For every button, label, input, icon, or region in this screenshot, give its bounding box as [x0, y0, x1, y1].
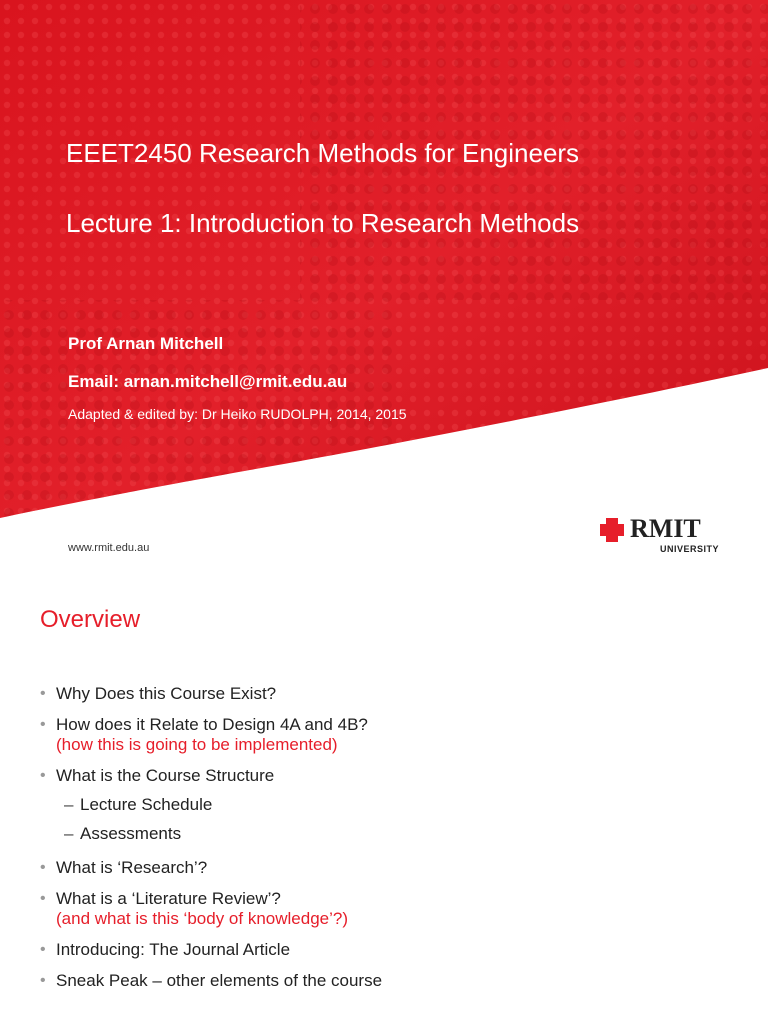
website-url: www.rmit.edu.au [68, 542, 150, 554]
list-item-text: Introducing: The Journal Article [56, 940, 291, 959]
list-item-text: How does it Relate to Design 4A and 4B? [56, 715, 368, 734]
bullet-icon: • [40, 685, 46, 702]
list-item-note: (how this is going to be implemented) [56, 735, 338, 754]
list-item [40, 858, 382, 878]
list-item [40, 889, 382, 929]
list-item-text: Why Does this Course Exist? [56, 684, 277, 703]
bullet-icon: • [40, 941, 46, 958]
list-item-text: What is the Course Structure [56, 766, 275, 785]
rmit-logo [600, 514, 740, 560]
dash-icon: – [64, 824, 74, 843]
author-name: Prof Arnan Mitchell [68, 334, 224, 353]
lecture-title: Lecture 1: Introduction to Research Methods [66, 208, 580, 238]
rmit-logo-subtitle: UNIVERSITY [660, 544, 720, 554]
sub-list-item-text: Assessments [80, 824, 182, 843]
sub-list-item [40, 824, 382, 844]
author-email: Email: arnan.mitchell@rmit.edu.au [68, 372, 348, 391]
sub-list-item [40, 795, 382, 815]
bullet-icon: • [40, 716, 46, 733]
adapted-note: Adapted & edited by: Dr Heiko RUDOLPH, 2014, 2015 [68, 406, 407, 422]
rmit-logo-word: RMIT [630, 514, 701, 543]
bullet-icon: • [40, 890, 46, 907]
overview-list [40, 684, 382, 1002]
sub-list-item-text: Lecture Schedule [80, 795, 213, 814]
bullet-icon: • [40, 859, 46, 876]
rmit-pixel-icon [600, 518, 630, 544]
list-item [40, 971, 382, 991]
list-item [40, 766, 382, 786]
list-item [40, 940, 382, 960]
course-title: EEET2450 Research Methods for Engineers [66, 138, 580, 168]
list-item [40, 684, 382, 704]
list-item-note: (and what is this ‘body of knowledge’?) [56, 909, 348, 928]
list-item-text: What is ‘Research’? [56, 858, 208, 877]
list-item-text: What is a ‘Literature Review’? [56, 889, 281, 908]
bullet-icon: • [40, 972, 46, 989]
list-item [40, 715, 382, 755]
dash-icon: – [64, 795, 74, 814]
bullet-icon: • [40, 767, 46, 784]
list-item-text: Sneak Peak – other elements of the course [56, 971, 383, 990]
overview-slide [0, 576, 768, 1024]
overview-title: Overview [40, 606, 141, 633]
